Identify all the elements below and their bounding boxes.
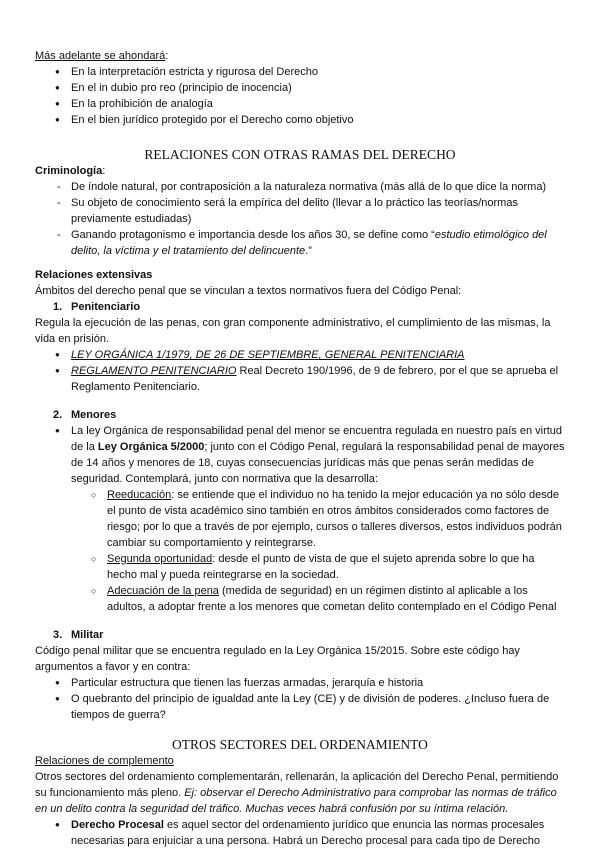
- item-text: ; junto con el Código Penal, regulará la responsabilidad penal de mayores de 14 años y menores de 18, cuyas consecuencias jurídicas más que penas serán medidas de seguridad. Contemplará, junto con normativa que la desarrolla:: [71, 441, 565, 485]
- list-item: - Su objeto de conocimiento será la empírica del delito (llevar a lo práctico las teorías/normas previamente estudiadas): [35, 195, 565, 227]
- militar-list: [35, 675, 565, 723]
- law-link[interactable]: REGLAMENTO PENITENCIARIO: [71, 365, 237, 377]
- item-text: es aquel sector del ordenamiento jurídico que enuncia las normas procesales necesarias para enjuiciar a una persona. Habrá un Derecho procesal para cada tipo de Derecho: [71, 819, 545, 847]
- item-text: : desde el punto de vista de que el sujeto aprenda sobre lo que ha hecho mal y pueda reintegrarse en la sociedad.: [107, 553, 535, 581]
- section-heading-relaciones: RELACIONES CON OTRAS RAMAS DEL DERECHO: [144, 147, 456, 162]
- sub-list-item: [35, 487, 565, 551]
- intro-colon: :: [165, 50, 169, 62]
- sub-term: Reeducación: [107, 489, 172, 501]
- list-item: ● O quebranto del principio de igualdad ante la Ley (CE) y de división de poderes. ¿Incluso fuera de tiempos de guerra?: [35, 691, 565, 723]
- militar-text: Código penal militar que se encuentra regulado en la Ley Orgánica 15/2015. Sobre este código hay argumentos a favor y en contra:: [35, 645, 520, 673]
- list-item: [35, 363, 565, 395]
- sub-term: Segunda oportunidad: [107, 553, 213, 565]
- term-bold: Derecho Procesal: [71, 819, 164, 831]
- item-text: .”: [305, 245, 312, 257]
- numbered-heading-militar: [35, 627, 565, 643]
- list-item: ● En el in dubio pro reo (principio de inocencia): [35, 80, 565, 96]
- menores-list: [35, 423, 565, 615]
- list-item: [35, 347, 565, 363]
- law-link[interactable]: LEY ORGÁNICA 1/1979, DE 26 DE SEPTIEMBRE, GENERAL PENITENCIARIA: [71, 349, 465, 361]
- number: 2.: [53, 409, 63, 421]
- numbered-title: Penitenciario: [71, 301, 141, 313]
- item-text: La ley Orgánica de responsabilidad penal del menor se encuentra regulada en nuestro país en virtud de la: [71, 425, 563, 453]
- example-italic: Ej: observar el Derecho Administrativo para comprobar las normas de tráfico en un delito contra la seguridad del tráfico. Muchas veces habrá confusión por su íntima relación.: [35, 787, 557, 815]
- list-item: [35, 227, 565, 259]
- numbered-title: Menores: [71, 409, 117, 421]
- criminologia-title-line: [35, 163, 565, 179]
- numbered-title: Militar: [71, 629, 104, 641]
- intro-list: [35, 64, 565, 128]
- list-item: ● Particular estructura que tienen las fuerzas armadas, jerarquía e historia: [35, 675, 565, 691]
- complemento-list: [35, 817, 565, 849]
- number: 3.: [53, 629, 63, 641]
- number: 1.: [53, 301, 63, 313]
- list-item: ● En la prohibición de analogía: [35, 96, 565, 112]
- list-item: ● En el bien jurídico protegido por el Derecho como objetivo: [35, 112, 565, 128]
- complemento-text: [35, 769, 565, 817]
- criminologia-list: [35, 179, 565, 259]
- item-text: : se entiende que el individuo no ha tenido la mejor educación ya no sólo desde el punto de vista académico sino también en otros ámbitos considerados como factores de riesgo; por lo que a través de por ejemplo, cursos o talleres diversos, estos individuos podrán cambiar su comportamiento y reintegrarse.: [107, 489, 562, 549]
- numbered-heading-penitenciario: [35, 299, 565, 315]
- list-item: - De índole natural, por contraposición a la naturaleza normativa (más allá de lo que dice la norma): [35, 179, 565, 195]
- list-item: [35, 817, 565, 849]
- penitenciario-list: [35, 347, 565, 395]
- criminologia-colon: :: [102, 165, 106, 177]
- intro-title: Más adelante se ahondará: [35, 50, 166, 62]
- penitenciario-text: Regula la ejecución de las penas, con gran componente administrativo, el cumplimiento de las mismas, la vida en prisión.: [35, 317, 551, 345]
- section-heading-otros: OTROS SECTORES DEL ORDENAMIENTO: [172, 737, 428, 752]
- numbered-heading-menores: [35, 407, 565, 423]
- complemento-title: Relaciones de complemento: [35, 755, 174, 767]
- intro-title-line: [35, 48, 565, 64]
- document-page: [35, 48, 565, 849]
- item-text: (medida de seguridad) en un régimen distinto al aplicable a los adultos, a adoptar frente a los menores que cometan delito contemplado en el Código Penal: [107, 585, 557, 613]
- sub-term: Adecuación de la pena: [107, 585, 219, 597]
- definition-italic: estudio etimológico del delito, la víctima y el tratamiento del delincuente: [71, 229, 547, 257]
- extensivas-intro: Ámbitos del derecho penal que se vinculan a textos normativos fuera del Código Penal:: [35, 285, 462, 297]
- extensivas-title: Relaciones extensivas: [35, 269, 153, 281]
- criminologia-title: Criminología: [35, 165, 103, 177]
- list-item: [35, 423, 565, 487]
- list-item: ● En la interpretación estricta y rigurosa del Derecho: [35, 64, 565, 80]
- item-text: Ganando protagonismo e importancia desde los años 30, se define como “: [71, 229, 435, 241]
- sub-list-item: [35, 583, 565, 615]
- sub-list-item: [35, 551, 565, 583]
- item-text: Real Decreto 190/1996, de 9 de febrero, por el que se aprueba el Reglamento Penitenciario.: [71, 365, 559, 393]
- paragraph-text: Otros sectores del ordenamiento complementarán, rellenarán, la aplicación del Derecho Penal, permitiendo su funcionamiento más pleno.: [35, 771, 559, 799]
- law-bold: Ley Orgánica 5/2000: [97, 441, 205, 453]
